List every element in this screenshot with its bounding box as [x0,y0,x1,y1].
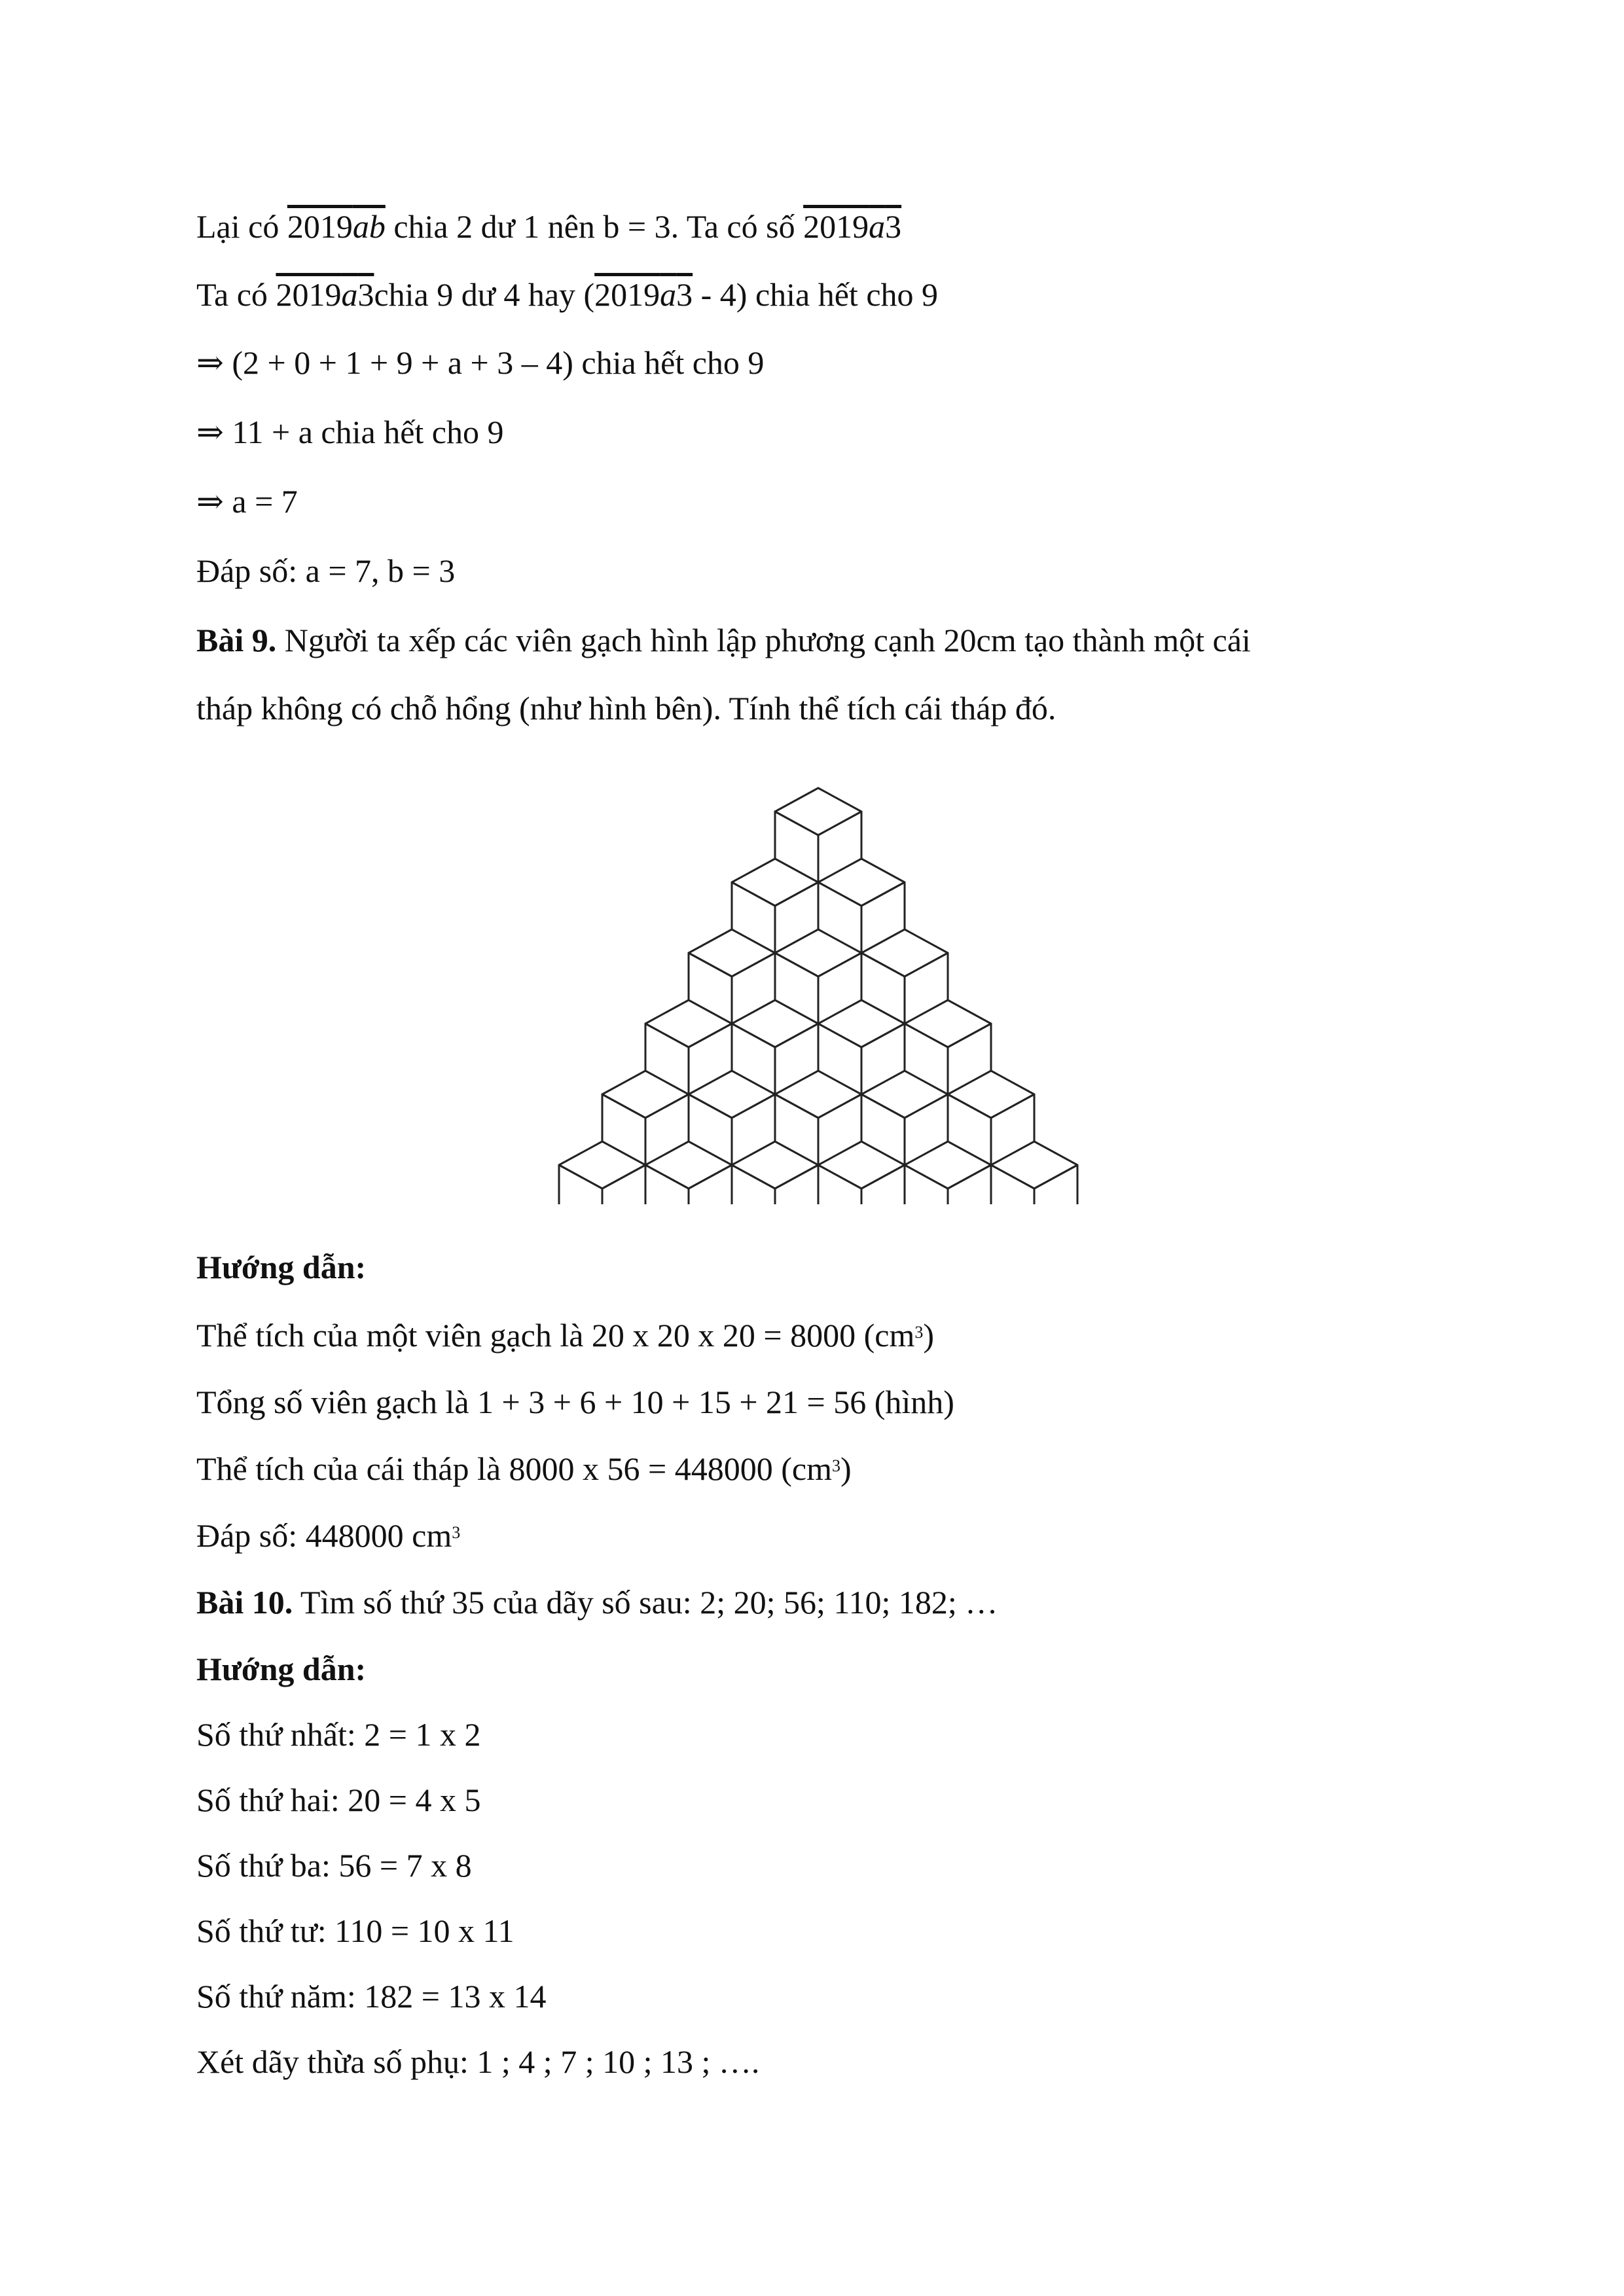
sequence-line-3: Số thứ ba: 56 = 7 x 8 [196,1847,472,1884]
overline-number: 2019a3 [803,208,902,245]
overline-number: 2019a3 [276,276,374,313]
sequence-line-1: Số thứ nhất: 2 = 1 x 2 [196,1716,481,1753]
guide-heading-1: Hướng dẫn: [196,1249,367,1285]
overline-number: 2019ab [287,208,386,245]
problem-9-line-2: tháp không có chỗ hổng (như hình bên). Tính thể tích cái tháp đó. [196,690,1056,726]
guide-heading-2: Hướng dẫn: [196,1651,367,1687]
text-line-2: Ta có 2019a3chia 9 dư 4 hay (2019a3 - 4) chia hết cho 9 [196,276,939,313]
answer-line-1: Đáp số: a = 7, b = 3 [196,552,456,589]
problem-9-line-1: Bài 9. Người ta xếp các viên gạch hình lập phương cạnh 20cm tạo thành một cái [196,622,1251,658]
text-line-3: ⇒ (2 + 0 + 1 + 9 + a + 3 – 4) chia hết cho 9 [196,344,765,381]
text-line-brick-count: Tổng số viên gạch là 1 + 3 + 6 + 10 + 15 + 21 = 56 (hình) [196,1384,954,1420]
text-line-4: ⇒ 11 + a chia hết cho 9 [196,414,504,450]
problem-10-label: Bài 10. [196,1584,293,1621]
problem-9-label: Bài 9. [196,622,277,658]
sequence-line-5: Số thứ năm: 182 = 13 x 14 [196,1978,547,2015]
text-line-volume-brick: Thể tích của một viên gạch là 20 x 20 x 20 = 8000 $(cm^3)$ [196,1317,935,1354]
text-line-volume-tower: Thể tích của cái tháp là 8000 x 56 = 448000 $(cm^3)$ [196,1450,852,1487]
sequence-line-2: Số thứ hai: 20 = 4 x 5 [196,1782,481,1818]
cube-pyramid-figure [550,779,1087,1204]
text-line-5: ⇒ a = 7 [196,483,298,520]
answer-line-2: Đáp số: 448000 $cm^3$ [196,1517,461,1554]
overline-number: 2019a3 [594,276,693,313]
text-line-1: Lại có 2019ab chia 2 dư 1 nên b = 3. Ta có số 2019a3 [196,208,902,245]
sequence-line-4: Số thứ tư: 110 = 10 x 11 [196,1912,514,1949]
problem-10-line: Bài 10. Tìm số thứ 35 của dãy số sau: 2; 20; 56; 110; 182; … [196,1584,998,1621]
sequence-line-6: Xét dãy thừa số phụ: 1 ; 4 ; 7 ; 10 ; 13 ; …. [196,2043,760,2080]
